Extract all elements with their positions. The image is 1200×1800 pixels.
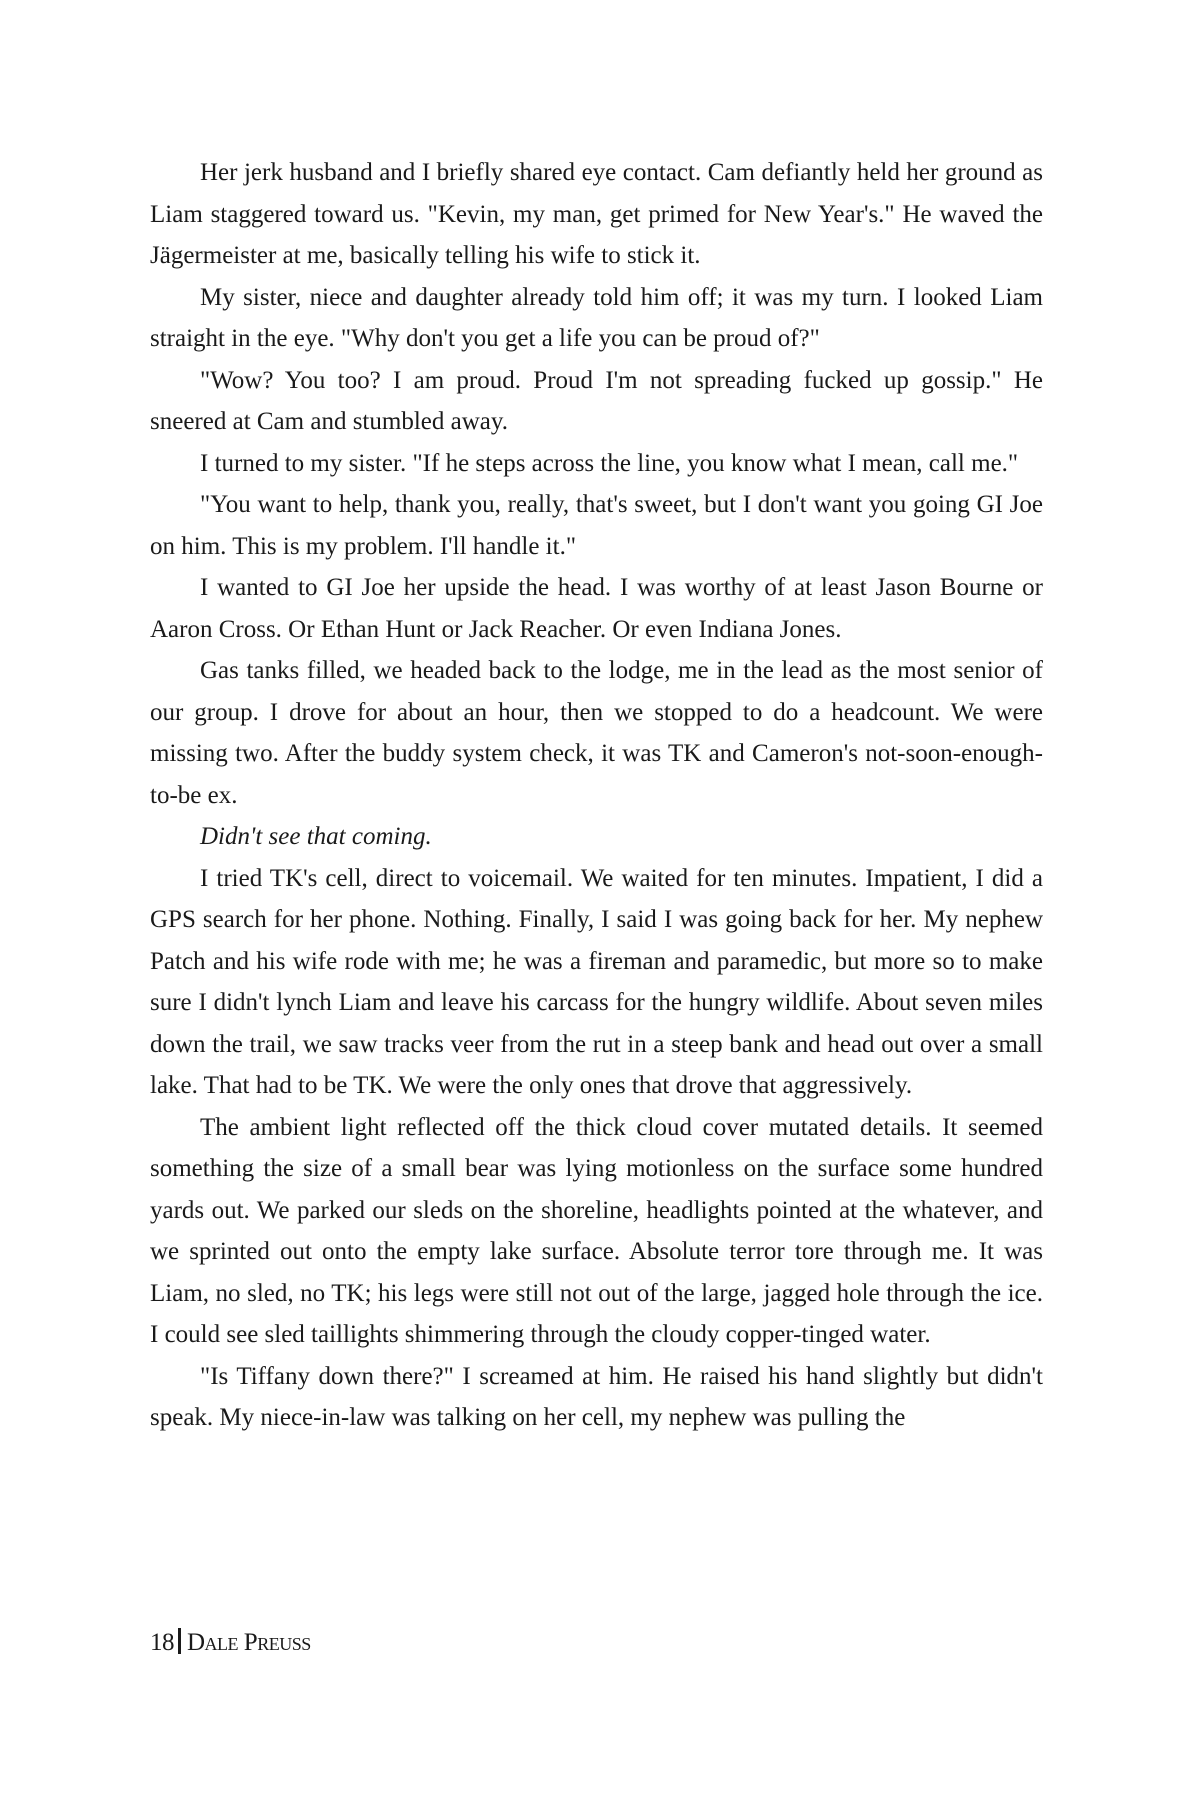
paragraph-1: Her jerk husband and I briefly shared eye contact. Cam defiantly held her ground as Liam staggered toward us. "Kevin, my man, get primed for New Year's." He waved the Jägermeister at me, basically telling his wife to stick it. [150, 159, 1043, 269]
paragraph-10: The ambient light reflected off the thick cloud cover mutated details. It seemed something the size of a small bear was lying motionless on the surface some hundred yards out. We parked our sleds on the shoreline, headlights pointed at the whatever, and we sprinted out onto the empty lake surface. Absolute terror tore through me. It was Liam, no sled, no TK; his legs were still not out of the large, jagged hole through the ice. I could see sled taillights shimmering through the cloudy copper-tinged water. [150, 1113, 1043, 1348]
paragraph-2: My sister, niece and daughter already told him off; it was my turn. I looked Liam straight in the eye. "Why don't you get a life you can be proud of?" [150, 283, 1043, 352]
paragraph-8-italic: Didn't see that coming. [200, 823, 432, 850]
page-body [150, 152, 1043, 1439]
paragraph-6: I wanted to GI Joe her upside the head. I was worthy of at least Jason Bourne or Aaron Cross. Or Ethan Hunt or Jack Reacher. Or even Indiana Jones. [150, 574, 1043, 643]
page-footer [150, 1628, 311, 1657]
paragraph-7: Gas tanks filled, we headed back to the lodge, me in the lead as the most senior of our group. I drove for about an hour, then we stopped to do a headcount. We were missing two. After the buddy system check, it was TK and Cameron's not-soon-enough-to-be ex. [150, 657, 1043, 809]
author-name: Dale Preuss [187, 1629, 311, 1656]
footer-separator [178, 1628, 181, 1654]
paragraph-9: I tried TK's cell, direct to voicemail. We waited for ten minutes. Impatient, I did a GPS search for her phone. Nothing. Finally, I said I was going back for her. My nephew Patch and his wife rode with me; he was a fireman and paramedic, but more so to make sure I didn't lynch Liam and leave his carcass for the hungry wildlife. About seven miles down the trail, we saw tracks veer from the rut in a steep bank and head out over a small lake. That had to be TK. We were the only ones that drove that aggressively. [150, 864, 1043, 1099]
paragraph-3: "Wow? You too? I am proud. Proud I'm not spreading fucked up gossip." He sneered at Cam and stumbled away. [150, 366, 1043, 435]
paragraph-5: "You want to help, thank you, really, that's sweet, but I don't want you going GI Joe on him. This is my problem. I'll handle it." [150, 491, 1043, 560]
page-number: 18 [150, 1629, 174, 1656]
paragraph-4: I turned to my sister. "If he steps across the line, you know what I mean, call me." [200, 449, 1019, 477]
paragraph-11: "Is Tiffany down there?" I screamed at him. He raised his hand slightly but didn't speak. My niece-in-law was talking on her cell, my nephew was pulling the [150, 1362, 1043, 1431]
